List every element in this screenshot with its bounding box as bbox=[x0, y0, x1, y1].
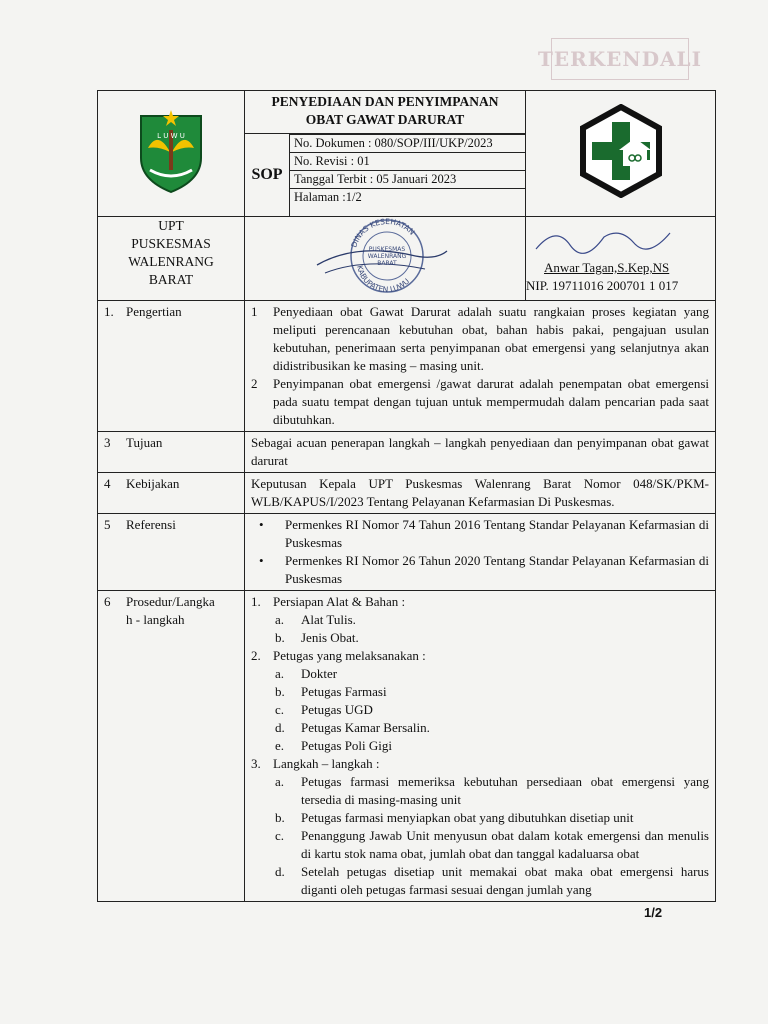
item-letter: a. bbox=[275, 666, 285, 681]
list-item bbox=[251, 303, 709, 375]
section-label-referensi bbox=[98, 514, 245, 591]
procedure-group bbox=[251, 593, 709, 611]
org-line: UPT bbox=[158, 218, 184, 233]
section-content-kebijakan: Keputusan Kepala UPT Puskesmas Walenrang Barat Nomor 048/SK/PKM-WLB/KAPUS/I/2023 Tentang Pelayanan Kefarmasian Di Puskesmas. bbox=[245, 473, 716, 514]
list-item bbox=[275, 629, 709, 647]
bullet: • bbox=[259, 517, 264, 532]
item-text: Petugas farmasi memeriksa kebutuhan persediaan obat emergensi yang tersedia di masing-masing unit bbox=[301, 774, 709, 807]
item-number: 1. bbox=[251, 594, 261, 609]
item-number: 2 bbox=[251, 376, 258, 391]
sop-table bbox=[97, 90, 716, 902]
section-number: 1. bbox=[104, 304, 114, 319]
item-text: Penyediaan obat Gawat Darurat adalah suatu rangkaian proses kegiatan yang meliputi perencanaan kebutuhan obat, bahan habis pakai, pengajuan usulan kebutuhan, penerimaan serta penyimpanan obat emergensi yang selanjutnya akan didistribusikan ke masing – masing unit. bbox=[273, 304, 709, 373]
item-letter: c. bbox=[275, 828, 285, 843]
issue-date: Tanggal Terbit : 05 Januari 2023 bbox=[290, 171, 525, 189]
sop-label: SOP bbox=[251, 166, 283, 183]
procedure-group bbox=[251, 647, 709, 665]
section-title: Referensi bbox=[126, 517, 176, 532]
section-label-tujuan bbox=[98, 432, 245, 473]
group-title: Langkah – langkah : bbox=[273, 756, 380, 771]
seal-outer-top-text: DINAS KESEHATAN bbox=[349, 217, 417, 249]
item-letter: b. bbox=[275, 810, 285, 825]
section-title: Prosedur/Langka bbox=[126, 594, 215, 609]
section-title: Tujuan bbox=[126, 435, 163, 450]
revision-number: No. Revisi : 01 bbox=[290, 153, 525, 171]
regency-logo-cell bbox=[98, 91, 245, 217]
section-title: Kebijakan bbox=[126, 476, 180, 491]
list-item bbox=[275, 827, 709, 863]
item-number: 1 bbox=[251, 304, 258, 319]
section-label-pengertian bbox=[98, 301, 245, 432]
list-item bbox=[275, 611, 709, 629]
seal-inner-text: PUSKESMAS bbox=[368, 246, 406, 253]
item-text: Permenkes RI Nomor 26 Tahun 2020 Tentang Standar Pelayanan Kefarmasian di Puskesmas bbox=[285, 553, 709, 586]
item-letter: d. bbox=[275, 720, 285, 735]
list-item bbox=[275, 665, 709, 683]
document-info-cell bbox=[290, 134, 526, 217]
organization-cell bbox=[98, 217, 245, 301]
item-text: Petugas Poli Gigi bbox=[301, 738, 393, 753]
title-line-2: OBAT GAWAT DARURAT bbox=[305, 112, 465, 127]
section-number: 6 bbox=[104, 594, 111, 609]
section-content-tujuan: Sebagai acuan penerapan langkah – langkah penyediaan dan penyimpanan obat gawat darurat bbox=[245, 432, 716, 473]
section-label-prosedur bbox=[98, 591, 245, 902]
signatory-nip: NIP. 19711016 200701 1 017 bbox=[526, 278, 679, 293]
official-seal-cell bbox=[245, 217, 526, 301]
section-content-prosedur bbox=[245, 591, 716, 902]
org-line: WALENRANG bbox=[128, 254, 214, 269]
section-label-kebijakan bbox=[98, 473, 245, 514]
item-text: Penyimpanan obat emergensi /gawat darurat adalah penempatan obat emergensi pada suatu tempat dengan tujuan untuk mempermudah dalam pencarian pada saat dibutuhkan. bbox=[273, 376, 709, 427]
item-number: 3. bbox=[251, 756, 261, 771]
item-letter: c. bbox=[275, 702, 285, 717]
procedure-group bbox=[251, 755, 709, 773]
item-text: Petugas farmasi menyiapkan obat yang dibutuhkan disetiap unit bbox=[301, 810, 634, 825]
seal-inner-text: WALENRANG bbox=[367, 253, 407, 260]
bullet: • bbox=[259, 553, 264, 568]
signatory-name: Anwar Tagan,S.Kep,NS bbox=[544, 260, 670, 275]
item-letter: d. bbox=[275, 864, 285, 879]
page-number: 1/2 bbox=[644, 905, 663, 920]
puskesmas-logo-cell bbox=[526, 91, 716, 217]
title-cell bbox=[245, 91, 526, 134]
signature-cell bbox=[526, 217, 716, 301]
list-item bbox=[259, 552, 709, 588]
item-text: Setelah petugas disetiap unit memakai obat maka obat emergensi harus diganti oleh petugas farmasi sesuai dengan jumlah yang bbox=[301, 864, 709, 897]
list-item bbox=[251, 375, 709, 429]
item-text: Jenis Obat. bbox=[301, 630, 359, 645]
item-text: Petugas Farmasi bbox=[301, 684, 387, 699]
section-content-referensi bbox=[245, 514, 716, 591]
list-item bbox=[275, 773, 709, 809]
page-info: Halaman :1/2 bbox=[290, 189, 525, 207]
seal-inner-text: BARAT bbox=[377, 260, 397, 267]
org-line: BARAT bbox=[148, 272, 194, 287]
item-letter: b. bbox=[275, 630, 285, 645]
luwu-regency-logo bbox=[136, 108, 206, 194]
list-item bbox=[275, 863, 709, 899]
terkendali-stamp: TERKENDALI bbox=[551, 38, 689, 80]
item-letter: a. bbox=[275, 774, 285, 789]
group-title: Persiapan Alat & Bahan : bbox=[273, 594, 406, 609]
sop-label-cell bbox=[245, 134, 290, 217]
section-number: 3 bbox=[104, 435, 111, 450]
item-text: Petugas UGD bbox=[301, 702, 373, 717]
item-text: Penanggung Jawab Unit menyusun obat dalam kotak emergensi dan menulis di kartu stok nama obat, jumlah obat dan tanggal kadaluarsa obat bbox=[301, 828, 709, 861]
logo-text: L U W U bbox=[157, 132, 185, 140]
item-text: Dokter bbox=[301, 666, 338, 681]
item-text: Alat Tulis. bbox=[301, 612, 356, 627]
seal-outer-bottom-text: KABUPATEN LUWU bbox=[355, 264, 412, 295]
list-item bbox=[275, 737, 709, 755]
handwritten-signature bbox=[530, 219, 680, 259]
list-item bbox=[275, 719, 709, 737]
section-content-pengertian bbox=[245, 301, 716, 432]
item-letter: e. bbox=[275, 738, 285, 753]
org-line: PUSKESMAS bbox=[131, 236, 211, 251]
list-item bbox=[275, 809, 709, 827]
svg-text:DINAS KESEHATAN bbox=[349, 217, 416, 249]
section-number: 5 bbox=[104, 517, 111, 532]
section-title: h - langkah bbox=[126, 612, 185, 627]
list-item bbox=[259, 516, 709, 552]
list-item bbox=[275, 683, 709, 701]
title-line-1: PENYEDIAAN DAN PENYIMPANAN bbox=[271, 94, 499, 109]
official-seal bbox=[315, 217, 455, 295]
item-number: 2. bbox=[251, 648, 261, 663]
item-letter: b. bbox=[275, 684, 285, 699]
puskesmas-logo bbox=[579, 104, 663, 198]
item-text: Permenkes RI Nomor 74 Tahun 2016 Tentang Standar Pelayanan Kefarmasian di Puskesmas bbox=[285, 517, 709, 550]
document-info bbox=[290, 134, 525, 206]
section-number: 4 bbox=[104, 476, 111, 491]
section-title: Pengertian bbox=[126, 304, 182, 319]
doc-number: No. Dokumen : 080/SOP/III/UKP/2023 bbox=[290, 135, 525, 153]
list-item bbox=[275, 701, 709, 719]
group-title: Petugas yang melaksanakan : bbox=[273, 648, 426, 663]
item-letter: a. bbox=[275, 612, 285, 627]
item-text: Petugas Kamar Bersalin. bbox=[301, 720, 430, 735]
